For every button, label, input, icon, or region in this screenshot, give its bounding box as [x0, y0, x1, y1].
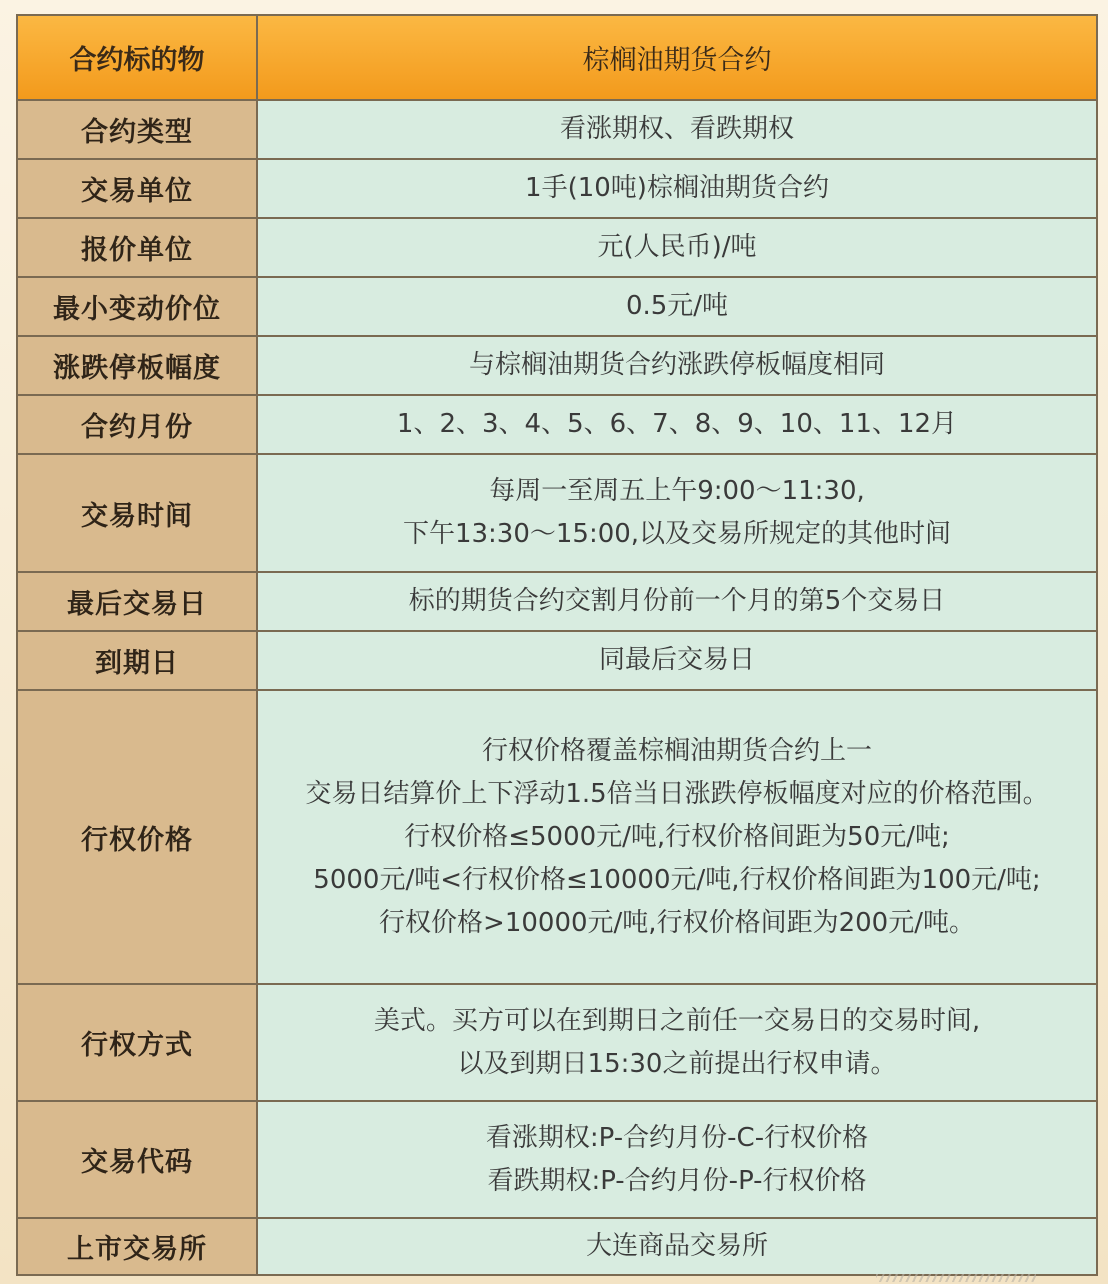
header-key-cell: 合约标的物 [17, 15, 257, 100]
table-row-exercise-style [17, 984, 1097, 1101]
value-line: 标的期货合约交割月份前一个月的第5个交易日 [408, 586, 946, 616]
row-key: 涨跌停板幅度 [17, 336, 257, 395]
value-line: 行权价格>10000元/吨,行权价格间距为200元/吨。 [379, 907, 975, 938]
value-line: 大连商品交易所 [585, 1231, 768, 1261]
value-line: 看跌期权:P-合约月份-P-行权价格 [487, 1165, 867, 1196]
value-line: 5000元/吨<行权价格≤10000元/吨,行权价格间距为100元/吨; [313, 864, 1041, 895]
value-line: 行权价格≤5000元/吨,行权价格间距为50元/吨; [404, 821, 950, 852]
table-row-price-limit [17, 336, 1097, 395]
decorative-hatch [876, 1274, 1036, 1282]
row-value [257, 100, 1097, 159]
value-line: 以及到期日15:30之前提出行权申请。 [457, 1048, 897, 1079]
row-value [257, 336, 1097, 395]
table-row-trading-unit [17, 159, 1097, 218]
value-line: 0.5元/吨 [625, 291, 729, 321]
value-line: 美式。买方可以在到期日之前任一交易日的交易时间, [373, 1005, 981, 1036]
value-line: 每周一至周五上午9:00～11:30, [489, 476, 865, 506]
value-line: 1、2、3、4、5、6、7、8、9、10、11、12月 [396, 409, 958, 439]
contract-spec-table [16, 14, 1098, 1276]
row-key: 合约类型 [17, 100, 257, 159]
value-line: 交易日结算价上下浮动1.5倍当日涨跌停板幅度对应的价格范围。 [305, 778, 1049, 809]
value-line: 1手(10吨)棕榈油期货合约 [525, 173, 829, 203]
table-row-expiration-day [17, 631, 1097, 690]
row-key: 交易时间 [17, 454, 257, 572]
row-value [257, 1218, 1097, 1275]
table-row-trading-hours [17, 454, 1097, 572]
value-line: 看涨期权、看跌期权 [559, 114, 794, 144]
table-row-strike-price [17, 690, 1097, 984]
row-key: 到期日 [17, 631, 257, 690]
value-line: 看涨期权:P-合约月份-C-行权价格 [485, 1122, 869, 1153]
table-row-tick-size [17, 277, 1097, 336]
row-value [257, 1101, 1097, 1218]
table-row-contract-months [17, 395, 1097, 454]
row-value [257, 395, 1097, 454]
row-value [257, 572, 1097, 631]
table-row-last-trading-day [17, 572, 1097, 631]
row-key: 最后交易日 [17, 572, 257, 631]
row-value [257, 631, 1097, 690]
row-key: 行权方式 [17, 984, 257, 1101]
row-key: 合约月份 [17, 395, 257, 454]
row-key: 行权价格 [17, 690, 257, 984]
row-key: 最小变动价位 [17, 277, 257, 336]
row-value [257, 218, 1097, 277]
value-line: 同最后交易日 [598, 645, 755, 675]
table-row-trading-code [17, 1101, 1097, 1218]
row-value [257, 277, 1097, 336]
header-value-cell: 棕榈油期货合约 [257, 15, 1097, 100]
row-value [257, 984, 1097, 1101]
row-key: 交易代码 [17, 1101, 257, 1218]
table-row-exchange [17, 1218, 1097, 1275]
value-line: 与棕榈油期货合约涨跌停板幅度相同 [468, 350, 885, 380]
value-line: 下午13:30～15:00,以及交易所规定的其他时间 [402, 519, 952, 549]
table-row-quote-unit [17, 218, 1097, 277]
table-header-row [17, 15, 1097, 100]
row-key: 上市交易所 [17, 1218, 257, 1275]
table-row-contract-type [17, 100, 1097, 159]
value-line: 行权价格覆盖棕榈油期货合约上一 [481, 735, 872, 766]
row-key: 交易单位 [17, 159, 257, 218]
row-key: 报价单位 [17, 218, 257, 277]
row-value [257, 690, 1097, 984]
row-value [257, 454, 1097, 572]
value-line: 元(人民币)/吨 [597, 232, 757, 262]
row-value [257, 159, 1097, 218]
